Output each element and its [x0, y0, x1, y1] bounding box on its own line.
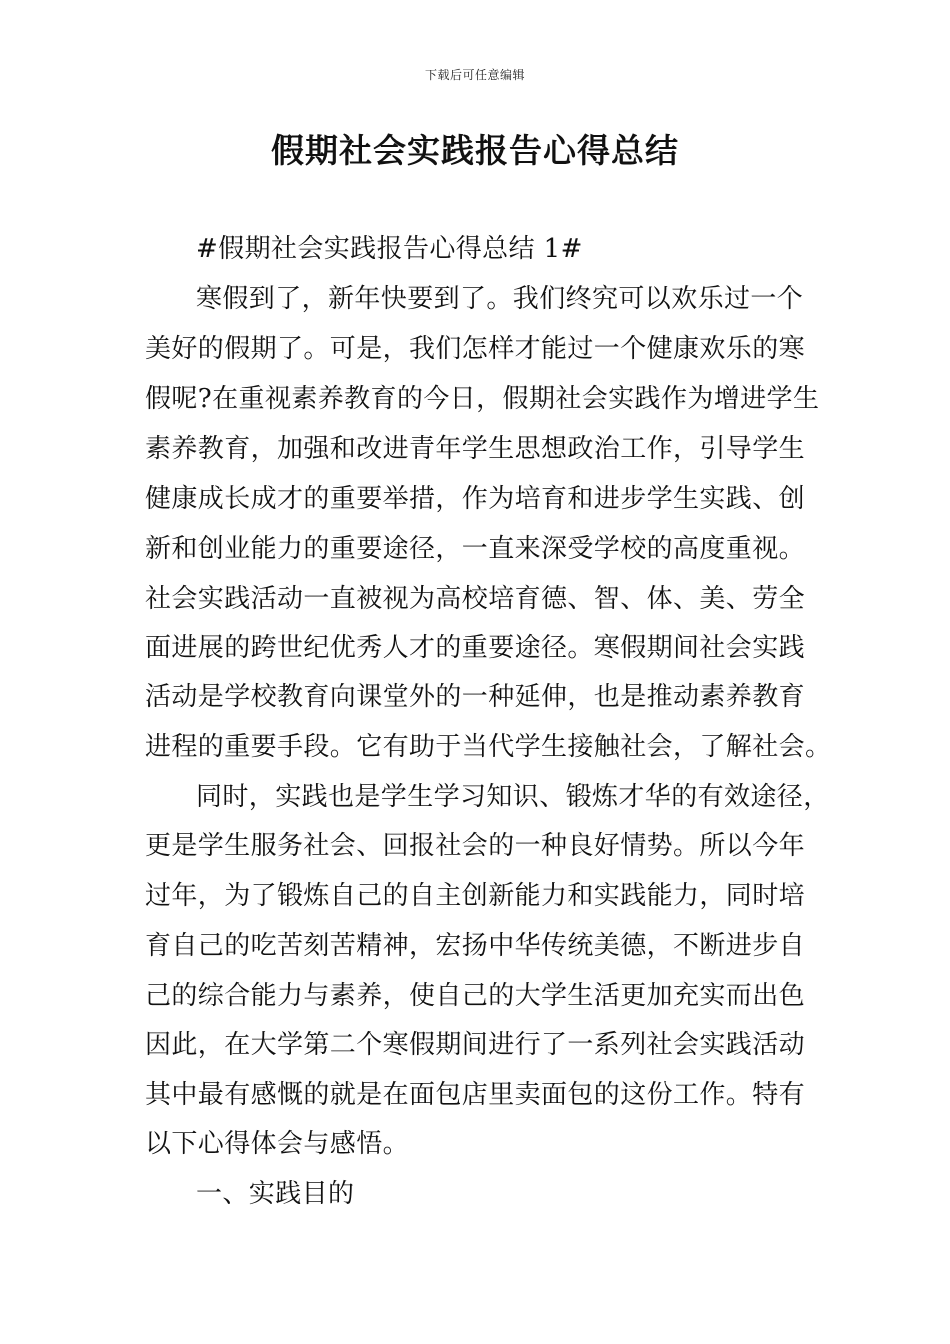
paragraph-line: 美好的假期了。可是，我们怎样才能过一个健康欢乐的寒 [145, 334, 806, 364]
paragraph-line: 社会实践活动一直被视为高校培育德、智、体、美、劳全 [145, 584, 806, 614]
paragraph-line: 因此，在大学第二个寒假期间进行了一系列社会实践活动 [145, 1030, 806, 1060]
paragraph-line: 进程的重要手段。它有助于当代学生接触社会，了解社会。 [145, 732, 832, 762]
paragraph-line: 健康成长成才的重要举措，作为培育和进步学生实践、创 [145, 484, 806, 514]
header-note: 下载后可任意编辑 [424, 68, 525, 82]
paragraph-line: 面进展的跨世纪优秀人才的重要途径。寒假期间社会实践 [145, 633, 806, 663]
paragraph-line: 素养教育，加强和改进青年学生思想政治工作，引导学生 [145, 434, 806, 464]
section-heading-1: #假期社会实践报告心得总结 1# [196, 234, 583, 264]
paragraph-line: 更是学生服务社会、回报社会的一种良好情势。所以今年 [145, 831, 806, 861]
paragraph-line: 假呢?在重视素养教育的今日，假期社会实践作为增进学生 [145, 384, 820, 414]
paragraph-line: 育自己的吃苦刻苦精神，宏扬中华传统美德，不断进步自 [145, 931, 806, 961]
paragraph-line: 同时，实践也是学生学习知识、锻炼才华的有效途径， [196, 782, 830, 812]
paragraph-line: 新和创业能力的重要途径，一直来深受学校的高度重视。 [145, 534, 806, 564]
paragraph-line: 己的综合能力与素养，使自己的大学生活更加充实而出色 [145, 981, 806, 1011]
paragraph-line: 寒假到了，新年快要到了。我们终究可以欢乐过一个 [196, 284, 804, 314]
paragraph-line: 活动是学校教育向课堂外的一种延伸，也是推动素养教育 [145, 682, 806, 712]
section-heading-2: 一、实践目的 [196, 1179, 355, 1209]
paragraph-line: 以下心得体会与感悟。 [145, 1129, 410, 1159]
paragraph-line: 其中最有感慨的就是在面包店里卖面包的这份工作。特有 [145, 1080, 806, 1110]
page-title: 假期社会实践报告心得总结 [271, 131, 679, 170]
paragraph-line: 过年，为了锻炼自己的自主创新能力和实践能力，同时培 [145, 881, 806, 911]
